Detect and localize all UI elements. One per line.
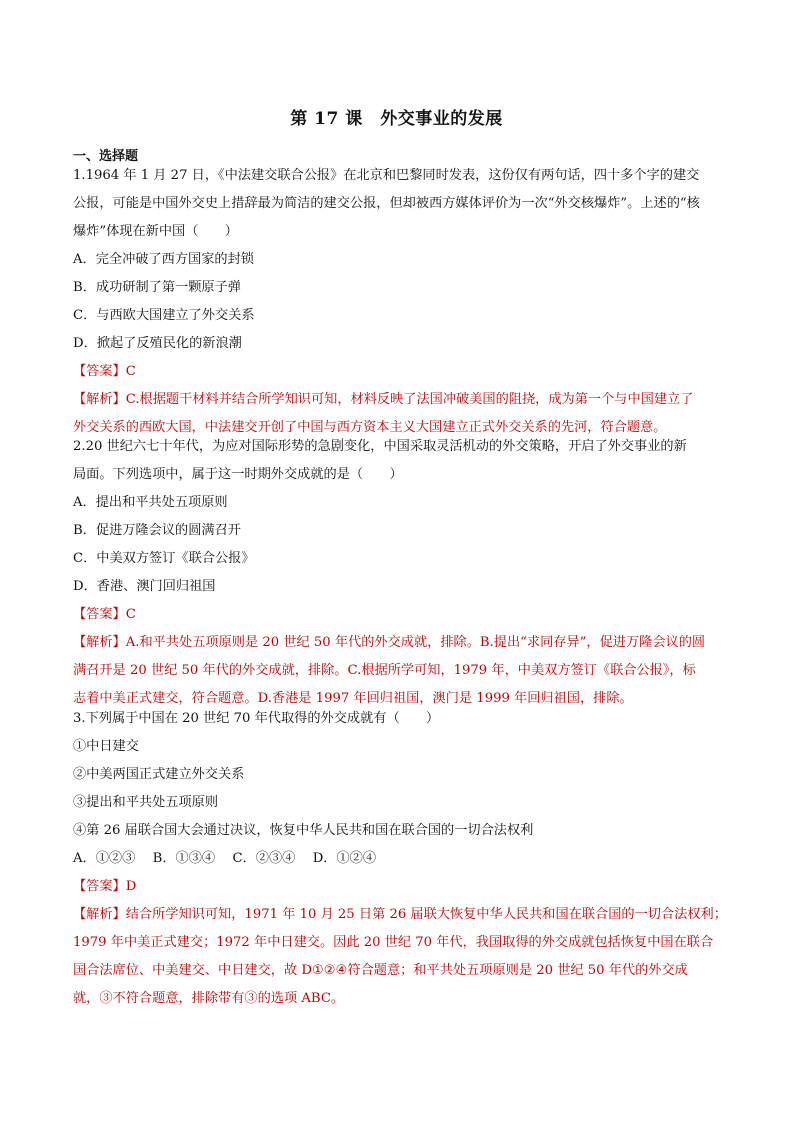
q2-option-b: B．促进万隆会议的圆满召开 xyxy=(73,523,241,538)
q3-answer xyxy=(73,873,725,901)
answer-label: 【答案】 xyxy=(73,879,126,894)
analysis-label: 【解析】 xyxy=(73,392,126,407)
q1-option-d: D．掀起了反殖民化的新浪潮 xyxy=(73,336,242,351)
analysis-text: A.和平共处五项原则是 20 世纪 50 年代的外交成就，排除。B.提出“求同存异”，促进万隆会议的圆 xyxy=(125,635,706,650)
q1-analysis xyxy=(73,386,725,414)
answer-label: 【答案】 xyxy=(73,364,126,379)
section-heading: 一、选择题 xyxy=(73,149,139,164)
q2-stem-line: 局面。下列选项中，属于这一时期外交成就的是（ ） xyxy=(73,467,403,482)
q2-answer xyxy=(73,601,725,629)
q3-statement-4: ④第 26 届联合国大会通过决议，恢复中华人民共和国在联合国的一切合法权利 xyxy=(73,823,534,838)
q2-analysis xyxy=(73,629,725,657)
q2-option-c: C．中美双方签订《联合公报》 xyxy=(73,551,255,566)
analysis-text: 结合所学知识可知，1971 年 10 月 25 日第 26 届联大恢复中华人民共和国在联合国的一切合法权利； xyxy=(125,907,727,922)
q1-stem-line: 1.1964 年 1 月 27 日，《中法建交联合公报》在北京和巴黎同时发表，这份仅有两句话，四十多个字的建交 xyxy=(73,168,700,183)
question-2 xyxy=(73,433,725,713)
question-1 xyxy=(73,162,725,442)
answer-label: 【答案】 xyxy=(73,607,126,622)
q3-analysis-line: 就，③不符合题意，排除带有③的选项 ABC。 xyxy=(73,991,345,1006)
q3-stem-line: 3.下列属于中国在 20 世纪 70 年代取得的外交成就有（ ） xyxy=(73,711,440,726)
q3-analysis-line: 1979 年中美正式建交；1972 年中日建交。因此 20 世纪 70 年代，我国取得的外交成就包括恢复中国在联合 xyxy=(73,935,714,950)
q3-analysis-line: 国合法席位、中美建交、中日建交，故 D①②④符合题意；和平共处五项原则是 20 世纪 50 年代的外交成 xyxy=(73,963,688,978)
page-title: 第 17 课 外交事业的发展 xyxy=(290,109,503,129)
q1-option-a: A．完全冲破了西方国家的封锁 xyxy=(73,252,254,267)
q1-stem-line: 公报，可能是中国外交史上措辞最为简洁的建交公报，但却被西方媒体评价为一次“外交核爆炸”。上述的“核 xyxy=(73,196,700,211)
q1-answer xyxy=(73,358,725,386)
q2-option-d: D．香港、澳门回归祖国 xyxy=(73,579,216,594)
answer-value: D xyxy=(125,879,137,894)
q2-option-a: A．提出和平共处五项原则 xyxy=(73,495,228,510)
answer-value: C xyxy=(125,607,136,622)
q3-analysis xyxy=(73,901,725,929)
question-3 xyxy=(73,705,725,1013)
q1-stem-line: 爆炸”体现在新中国（ ） xyxy=(73,224,238,239)
analysis-label: 【解析】 xyxy=(73,907,126,922)
analysis-label: 【解析】 xyxy=(73,635,126,650)
q2-stem-line: 2.20 世纪六七十年代，为应对国际形势的急剧变化，中国采取灵活机动的外交策略，开启了外交事业的新 xyxy=(73,439,687,454)
analysis-text: C.根据题干材料并结合所学知识可知，材料反映了法国冲破美国的阻挠，成为第一个与中国建立了 xyxy=(125,392,694,407)
q3-options: A．①②③ B．①③④ C．②③④ D．①②④ xyxy=(73,851,377,866)
answer-value: C xyxy=(125,364,136,379)
q1-option-c: C．与西欧大国建立了外交关系 xyxy=(73,308,255,323)
q2-analysis-line: 志着中美正式建交，符合题意。D.香港是 1997 年回归祖国，澳门是 1999 年回归祖国，排除。 xyxy=(73,691,633,706)
q3-statement-2: ②中美两国正式建立外交关系 xyxy=(73,767,245,782)
q2-analysis-line: 满召开是 20 世纪 50 年代的外交成就，排除。C.根据所学可知，1979 年，中美双方签订《联合公报》，标 xyxy=(73,663,696,678)
q1-analysis-line: 外交关系的西欧大国，中法建交开创了中国与西方资本主义大国建立正式外交关系的先河，符合题意。 xyxy=(73,420,667,435)
q3-statement-1: ①中日建交 xyxy=(73,739,139,754)
q3-statement-3: ③提出和平共处五项原则 xyxy=(73,795,219,810)
q1-option-b: B．成功研制了第一颗原子弹 xyxy=(73,280,241,295)
